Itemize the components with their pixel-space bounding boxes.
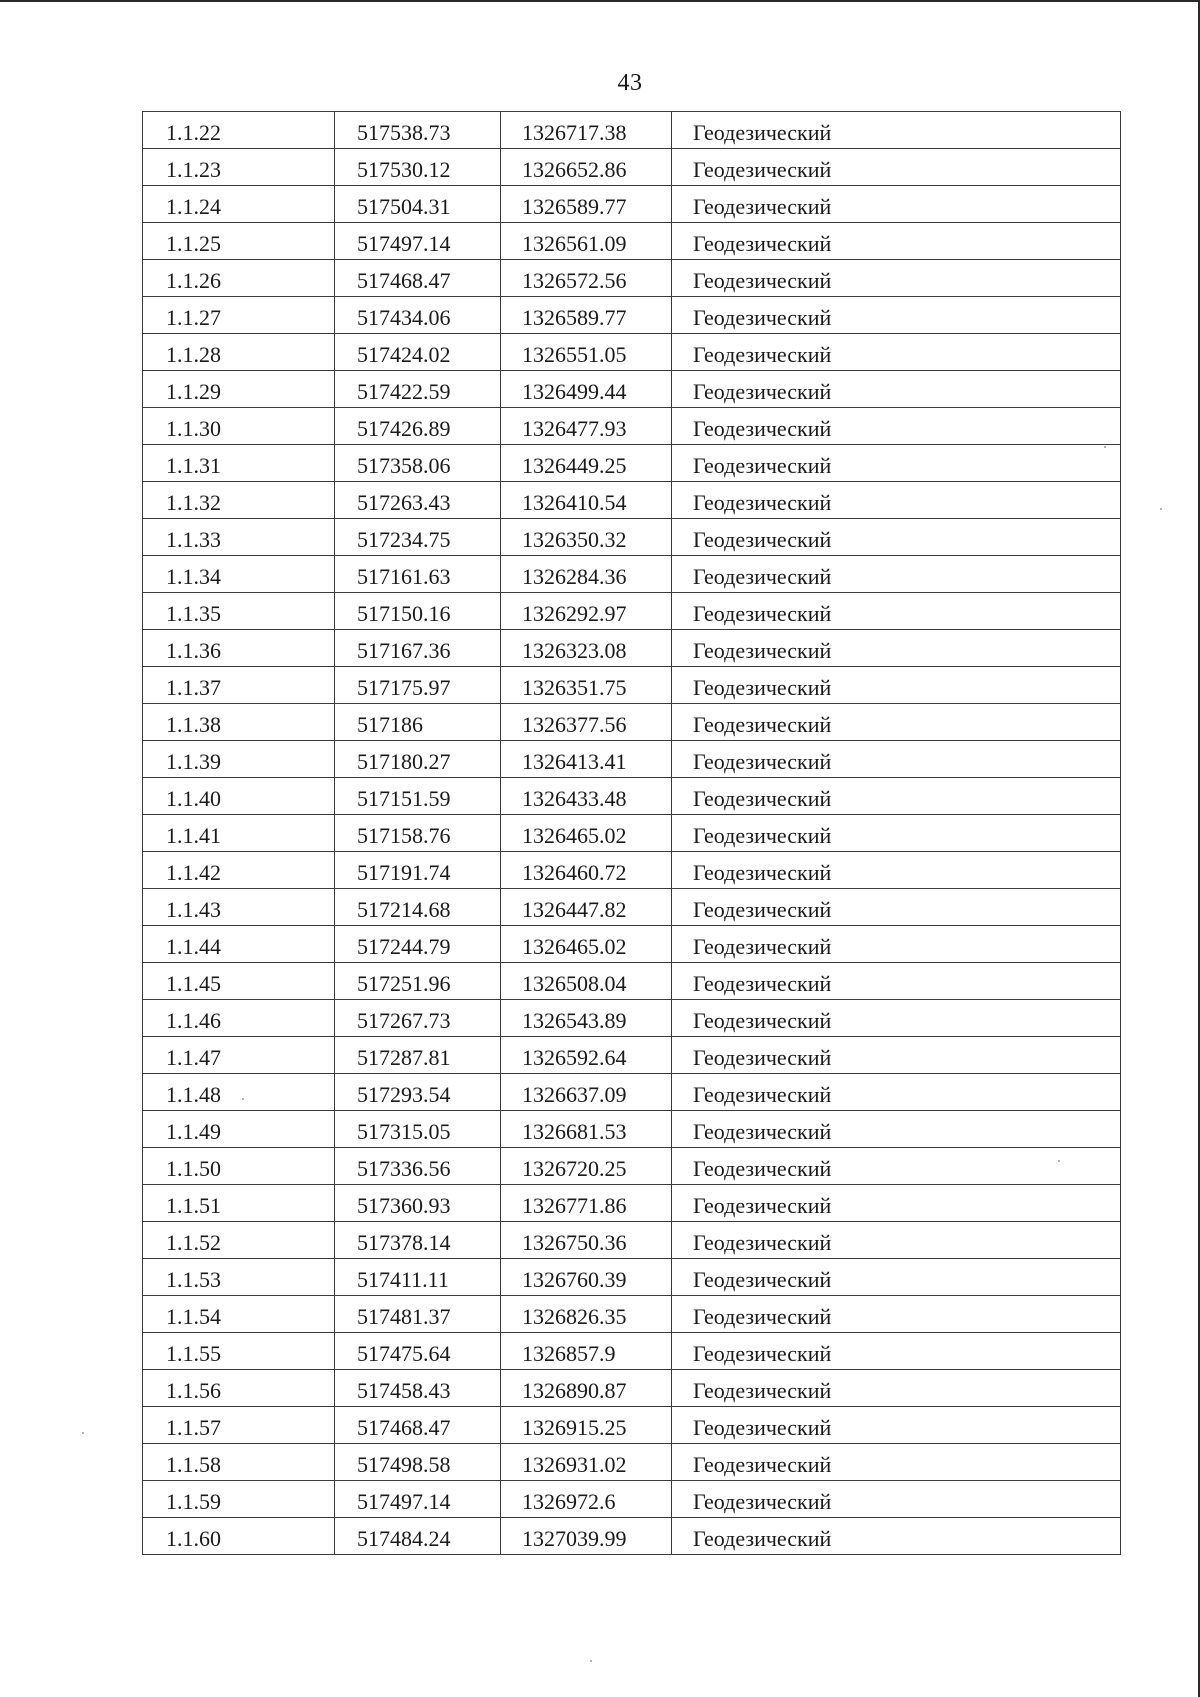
x-coordinate-cell: 517186 [335,704,501,741]
table-row [143,704,1121,741]
method-cell: Геодезический [672,1111,1121,1148]
coordinates-table [142,111,1121,1555]
y-coordinate-cell: 1326561.09 [501,223,672,260]
method-cell: Геодезический [672,741,1121,778]
table-row [143,186,1121,223]
point-number-cell: 1.1.26 [143,260,335,297]
point-number-cell: 1.1.36 [143,630,335,667]
point-number-cell: 1.1.31 [143,445,335,482]
table-row [143,926,1121,963]
table-row [143,1370,1121,1407]
y-coordinate-cell: 1326447.82 [501,889,672,926]
table-row [143,519,1121,556]
y-coordinate-cell: 1326760.39 [501,1259,672,1296]
method-cell: Геодезический [672,1222,1121,1259]
x-coordinate-cell: 517151.59 [335,778,501,815]
table-row [143,963,1121,1000]
x-coordinate-cell: 517263.43 [335,482,501,519]
x-coordinate-cell: 517424.02 [335,334,501,371]
x-coordinate-cell: 517234.75 [335,519,501,556]
point-number-cell: 1.1.41 [143,815,335,852]
point-number-cell: 1.1.60 [143,1518,335,1555]
y-coordinate-cell: 1326413.41 [501,741,672,778]
y-coordinate-cell: 1326589.77 [501,297,672,334]
x-coordinate-cell: 517497.14 [335,223,501,260]
scan-speck [1104,446,1106,448]
x-coordinate-cell: 517378.14 [335,1222,501,1259]
scan-edge-top [0,0,1200,2]
table-row [143,149,1121,186]
point-number-cell: 1.1.30 [143,408,335,445]
point-number-cell: 1.1.48 [143,1074,335,1111]
table-row [143,1074,1121,1111]
x-coordinate-cell: 517315.05 [335,1111,501,1148]
table-row [143,778,1121,815]
point-number-cell: 1.1.47 [143,1037,335,1074]
y-coordinate-cell: 1326637.09 [501,1074,672,1111]
point-number-cell: 1.1.55 [143,1333,335,1370]
point-number-cell: 1.1.45 [143,963,335,1000]
method-cell: Геодезический [672,1000,1121,1037]
table-row [143,1185,1121,1222]
table-row [143,593,1121,630]
method-cell: Геодезический [672,519,1121,556]
y-coordinate-cell: 1326931.02 [501,1444,672,1481]
method-cell: Геодезический [672,667,1121,704]
method-cell: Геодезический [672,1037,1121,1074]
method-cell: Геодезический [672,889,1121,926]
table-row [143,482,1121,519]
x-coordinate-cell: 517336.56 [335,1148,501,1185]
table-row [143,1037,1121,1074]
table-row [143,556,1121,593]
point-number-cell: 1.1.51 [143,1185,335,1222]
y-coordinate-cell: 1326323.08 [501,630,672,667]
method-cell: Геодезический [672,852,1121,889]
table-row [143,445,1121,482]
table-row [143,1481,1121,1518]
x-coordinate-cell: 517504.31 [335,186,501,223]
table-row [143,1518,1121,1555]
point-number-cell: 1.1.22 [143,112,335,149]
y-coordinate-cell: 1326681.53 [501,1111,672,1148]
table-row [143,1444,1121,1481]
method-cell: Геодезический [672,408,1121,445]
y-coordinate-cell: 1326508.04 [501,963,672,1000]
method-cell: Геодезический [672,260,1121,297]
table-row [143,1259,1121,1296]
x-coordinate-cell: 517422.59 [335,371,501,408]
coordinates-table-body [143,112,1121,1555]
method-cell: Геодезический [672,1148,1121,1185]
point-number-cell: 1.1.24 [143,186,335,223]
y-coordinate-cell: 1326433.48 [501,778,672,815]
table-row [143,815,1121,852]
point-number-cell: 1.1.58 [143,1444,335,1481]
x-coordinate-cell: 517538.73 [335,112,501,149]
x-coordinate-cell: 517360.93 [335,1185,501,1222]
x-coordinate-cell: 517180.27 [335,741,501,778]
y-coordinate-cell: 1326499.44 [501,371,672,408]
y-coordinate-cell: 1326477.93 [501,408,672,445]
point-number-cell: 1.1.52 [143,1222,335,1259]
y-coordinate-cell: 1326284.36 [501,556,672,593]
x-coordinate-cell: 517434.06 [335,297,501,334]
point-number-cell: 1.1.29 [143,371,335,408]
x-coordinate-cell: 517161.63 [335,556,501,593]
method-cell: Геодезический [672,334,1121,371]
y-coordinate-cell: 1327039.99 [501,1518,672,1555]
method-cell: Геодезический [672,704,1121,741]
table-row [143,334,1121,371]
method-cell: Геодезический [672,112,1121,149]
x-coordinate-cell: 517468.47 [335,1407,501,1444]
x-coordinate-cell: 517293.54 [335,1074,501,1111]
table-row [143,1148,1121,1185]
x-coordinate-cell: 517411.11 [335,1259,501,1296]
method-cell: Геодезический [672,1407,1121,1444]
y-coordinate-cell: 1326771.86 [501,1185,672,1222]
x-coordinate-cell: 517267.73 [335,1000,501,1037]
scan-speck [242,1098,244,1100]
page-number: 43 [617,70,643,96]
x-coordinate-cell: 517530.12 [335,149,501,186]
point-number-cell: 1.1.53 [143,1259,335,1296]
y-coordinate-cell: 1326410.54 [501,482,672,519]
method-cell: Геодезический [672,186,1121,223]
method-cell: Геодезический [672,630,1121,667]
point-number-cell: 1.1.43 [143,889,335,926]
y-coordinate-cell: 1326890.87 [501,1370,672,1407]
table-row [143,223,1121,260]
point-number-cell: 1.1.25 [143,223,335,260]
table-row [143,297,1121,334]
table-row [143,371,1121,408]
x-coordinate-cell: 517167.36 [335,630,501,667]
scan-speck [82,1432,84,1434]
point-number-cell: 1.1.38 [143,704,335,741]
x-coordinate-cell: 517458.43 [335,1370,501,1407]
y-coordinate-cell: 1326589.77 [501,186,672,223]
scan-speck [590,1660,592,1662]
method-cell: Геодезический [672,1296,1121,1333]
x-coordinate-cell: 517468.47 [335,260,501,297]
table-row [143,1111,1121,1148]
point-number-cell: 1.1.23 [143,149,335,186]
method-cell: Геодезический [672,223,1121,260]
table-row [143,1000,1121,1037]
method-cell: Геодезический [672,371,1121,408]
table-row [143,741,1121,778]
y-coordinate-cell: 1326652.86 [501,149,672,186]
y-coordinate-cell: 1326915.25 [501,1407,672,1444]
method-cell: Геодезический [672,593,1121,630]
x-coordinate-cell: 517251.96 [335,963,501,1000]
point-number-cell: 1.1.32 [143,482,335,519]
table-row [143,630,1121,667]
method-cell: Геодезический [672,778,1121,815]
y-coordinate-cell: 1326720.25 [501,1148,672,1185]
x-coordinate-cell: 517175.97 [335,667,501,704]
x-coordinate-cell: 517497.14 [335,1481,501,1518]
table-row [143,408,1121,445]
point-number-cell: 1.1.56 [143,1370,335,1407]
y-coordinate-cell: 1326377.56 [501,704,672,741]
point-number-cell: 1.1.57 [143,1407,335,1444]
y-coordinate-cell: 1326465.02 [501,815,672,852]
method-cell: Геодезический [672,149,1121,186]
point-number-cell: 1.1.27 [143,297,335,334]
method-cell: Геодезический [672,1518,1121,1555]
y-coordinate-cell: 1326465.02 [501,926,672,963]
table-row [143,1222,1121,1259]
x-coordinate-cell: 517475.64 [335,1333,501,1370]
y-coordinate-cell: 1326750.36 [501,1222,672,1259]
scan-speck [1160,508,1162,510]
y-coordinate-cell: 1326826.35 [501,1296,672,1333]
table-row [143,260,1121,297]
method-cell: Геодезический [672,1185,1121,1222]
method-cell: Геодезический [672,1444,1121,1481]
point-number-cell: 1.1.40 [143,778,335,815]
y-coordinate-cell: 1326972.6 [501,1481,672,1518]
point-number-cell: 1.1.49 [143,1111,335,1148]
x-coordinate-cell: 517498.58 [335,1444,501,1481]
x-coordinate-cell: 517191.74 [335,852,501,889]
point-number-cell: 1.1.28 [143,334,335,371]
x-coordinate-cell: 517158.76 [335,815,501,852]
y-coordinate-cell: 1326460.72 [501,852,672,889]
method-cell: Геодезический [672,556,1121,593]
method-cell: Геодезический [672,1074,1121,1111]
method-cell: Геодезический [672,963,1121,1000]
y-coordinate-cell: 1326592.64 [501,1037,672,1074]
y-coordinate-cell: 1326351.75 [501,667,672,704]
y-coordinate-cell: 1326292.97 [501,593,672,630]
y-coordinate-cell: 1326717.38 [501,112,672,149]
method-cell: Геодезический [672,1370,1121,1407]
x-coordinate-cell: 517481.37 [335,1296,501,1333]
point-number-cell: 1.1.33 [143,519,335,556]
method-cell: Геодезический [672,926,1121,963]
x-coordinate-cell: 517358.06 [335,445,501,482]
table-row [143,889,1121,926]
y-coordinate-cell: 1326551.05 [501,334,672,371]
point-number-cell: 1.1.54 [143,1296,335,1333]
x-coordinate-cell: 517244.79 [335,926,501,963]
method-cell: Геодезический [672,1481,1121,1518]
y-coordinate-cell: 1326449.25 [501,445,672,482]
table-row [143,667,1121,704]
method-cell: Геодезический [672,297,1121,334]
table-row [143,112,1121,149]
table-row [143,852,1121,889]
point-number-cell: 1.1.44 [143,926,335,963]
x-coordinate-cell: 517214.68 [335,889,501,926]
method-cell: Геодезический [672,1333,1121,1370]
x-coordinate-cell: 517287.81 [335,1037,501,1074]
point-number-cell: 1.1.59 [143,1481,335,1518]
x-coordinate-cell: 517426.89 [335,408,501,445]
scan-speck [1058,1160,1060,1162]
x-coordinate-cell: 517484.24 [335,1518,501,1555]
point-number-cell: 1.1.37 [143,667,335,704]
x-coordinate-cell: 517150.16 [335,593,501,630]
y-coordinate-cell: 1326543.89 [501,1000,672,1037]
table-row [143,1333,1121,1370]
point-number-cell: 1.1.50 [143,1148,335,1185]
method-cell: Геодезический [672,815,1121,852]
point-number-cell: 1.1.34 [143,556,335,593]
y-coordinate-cell: 1326857.9 [501,1333,672,1370]
table-row [143,1296,1121,1333]
table-row [143,1407,1121,1444]
method-cell: Геодезический [672,482,1121,519]
y-coordinate-cell: 1326572.56 [501,260,672,297]
point-number-cell: 1.1.42 [143,852,335,889]
point-number-cell: 1.1.46 [143,1000,335,1037]
point-number-cell: 1.1.35 [143,593,335,630]
y-coordinate-cell: 1326350.32 [501,519,672,556]
method-cell: Геодезический [672,445,1121,482]
method-cell: Геодезический [672,1259,1121,1296]
point-number-cell: 1.1.39 [143,741,335,778]
